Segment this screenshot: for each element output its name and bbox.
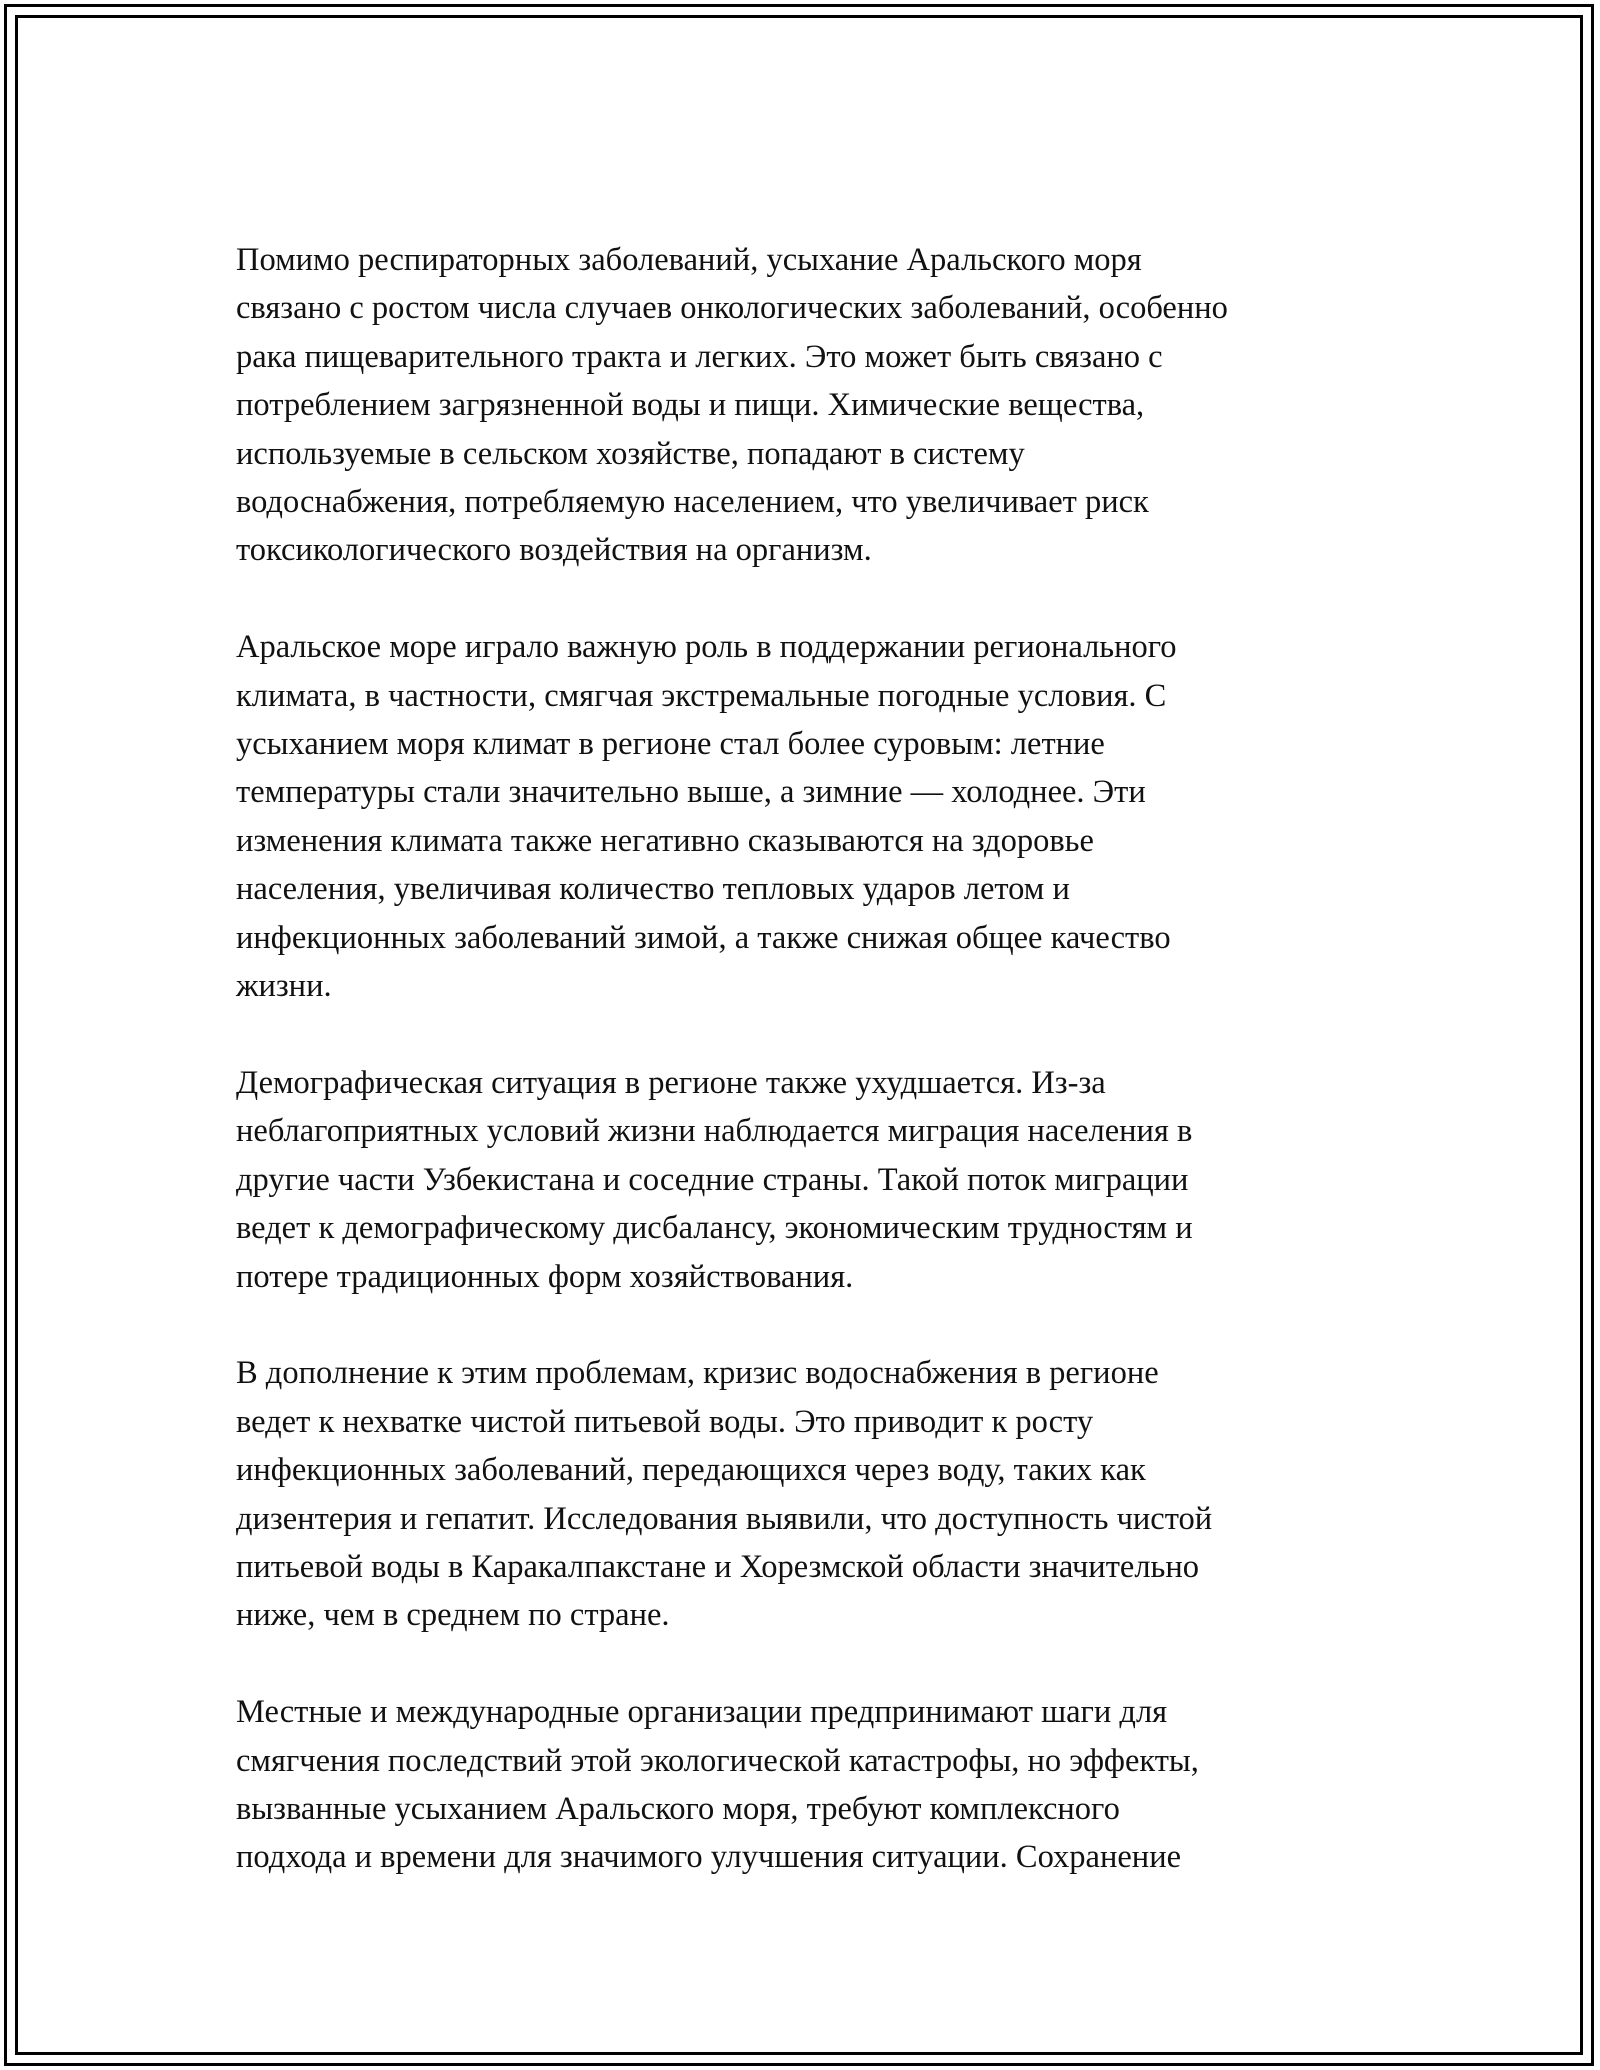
text-line: жизни. [236,968,332,1005]
text-line: потере традиционных форм хозяйствования. [236,1258,854,1295]
text-line: климата, в частности, смягчая экстремальные погодные условия. С [236,677,1167,714]
text-line: В дополнение к этим проблемам, кризис водоснабжения в регионе [236,1355,1159,1392]
paragraph-climate [236,623,1436,1010]
text-line: ниже, чем в среднем по стране. [236,1597,670,1634]
document-body [236,236,1436,1930]
text-line: другие части Узбекистана и соседние страны. Такой поток миграции [236,1161,1189,1198]
text-line: дизентерия и гепатит. Исследования выявили, что доступность чистой [236,1500,1213,1537]
paragraph-organizations [236,1688,1436,1882]
text-line: ведет к нехватке чистой питьевой воды. Это приводит к росту [236,1403,1094,1440]
text-line: изменения климата также негативно сказываются на здоровье [236,822,1094,859]
text-line: усыханием моря климат в регионе стал более суровым: летние [236,726,1105,763]
text-line: инфекционных заболеваний зимой, а также снижая общее качество [236,919,1171,956]
text-line: Демографическая ситуация в регионе также ухудшается. Из-за [236,1064,1106,1101]
text-line: Помимо респираторных заболеваний, усыхание Аральского моря [236,242,1142,278]
paragraph-water-supply [236,1349,1436,1639]
text-line: используемые в сельском хозяйстве, попадают в систему [236,435,1025,472]
text-line: связано с ростом числа случаев онкологических заболеваний, особенно [236,290,1228,327]
paragraph-demography [236,1059,1436,1301]
text-line: подхода и времени для значимого улучшения ситуации. Сохранение [236,1839,1182,1876]
text-line: водоснабжения, потребляемую населением, что увеличивает риск [236,484,1149,521]
text-line: инфекционных заболеваний, передающихся через воду, таких как [236,1452,1146,1489]
text-line: ведет к демографическому дисбалансу, экономическим трудностям и [236,1210,1193,1247]
text-line: токсикологического воздействия на организм. [236,532,872,569]
text-line: неблагоприятных условий жизни наблюдается миграция населения в [236,1113,1193,1150]
text-line: питьевой воды в Каракалпакстане и Хорезмской области значительно [236,1548,1200,1585]
text-line: рака пищеварительного тракта и легких. Это может быть связано с [236,338,1163,375]
text-line: температуры стали значительно выше, а зимние — холоднее. Эти [236,774,1146,811]
text-line: вызванные усыханием Аральского моря, требуют комплексного [236,1790,1120,1827]
paragraph-respiratory-oncology [236,236,1436,575]
text-line: Аральское море играло важную роль в поддержании регионального [236,629,1177,666]
text-line: Местные и международные организации предпринимают шаги для [236,1694,1168,1731]
text-line: населения, увеличивая количество тепловых ударов летом и [236,871,1070,908]
text-line: смягчения последствий этой экологической катастрофы, но эффекты, [236,1742,1199,1779]
text-line: потреблением загрязненной воды и пищи. Химические вещества, [236,387,1145,424]
